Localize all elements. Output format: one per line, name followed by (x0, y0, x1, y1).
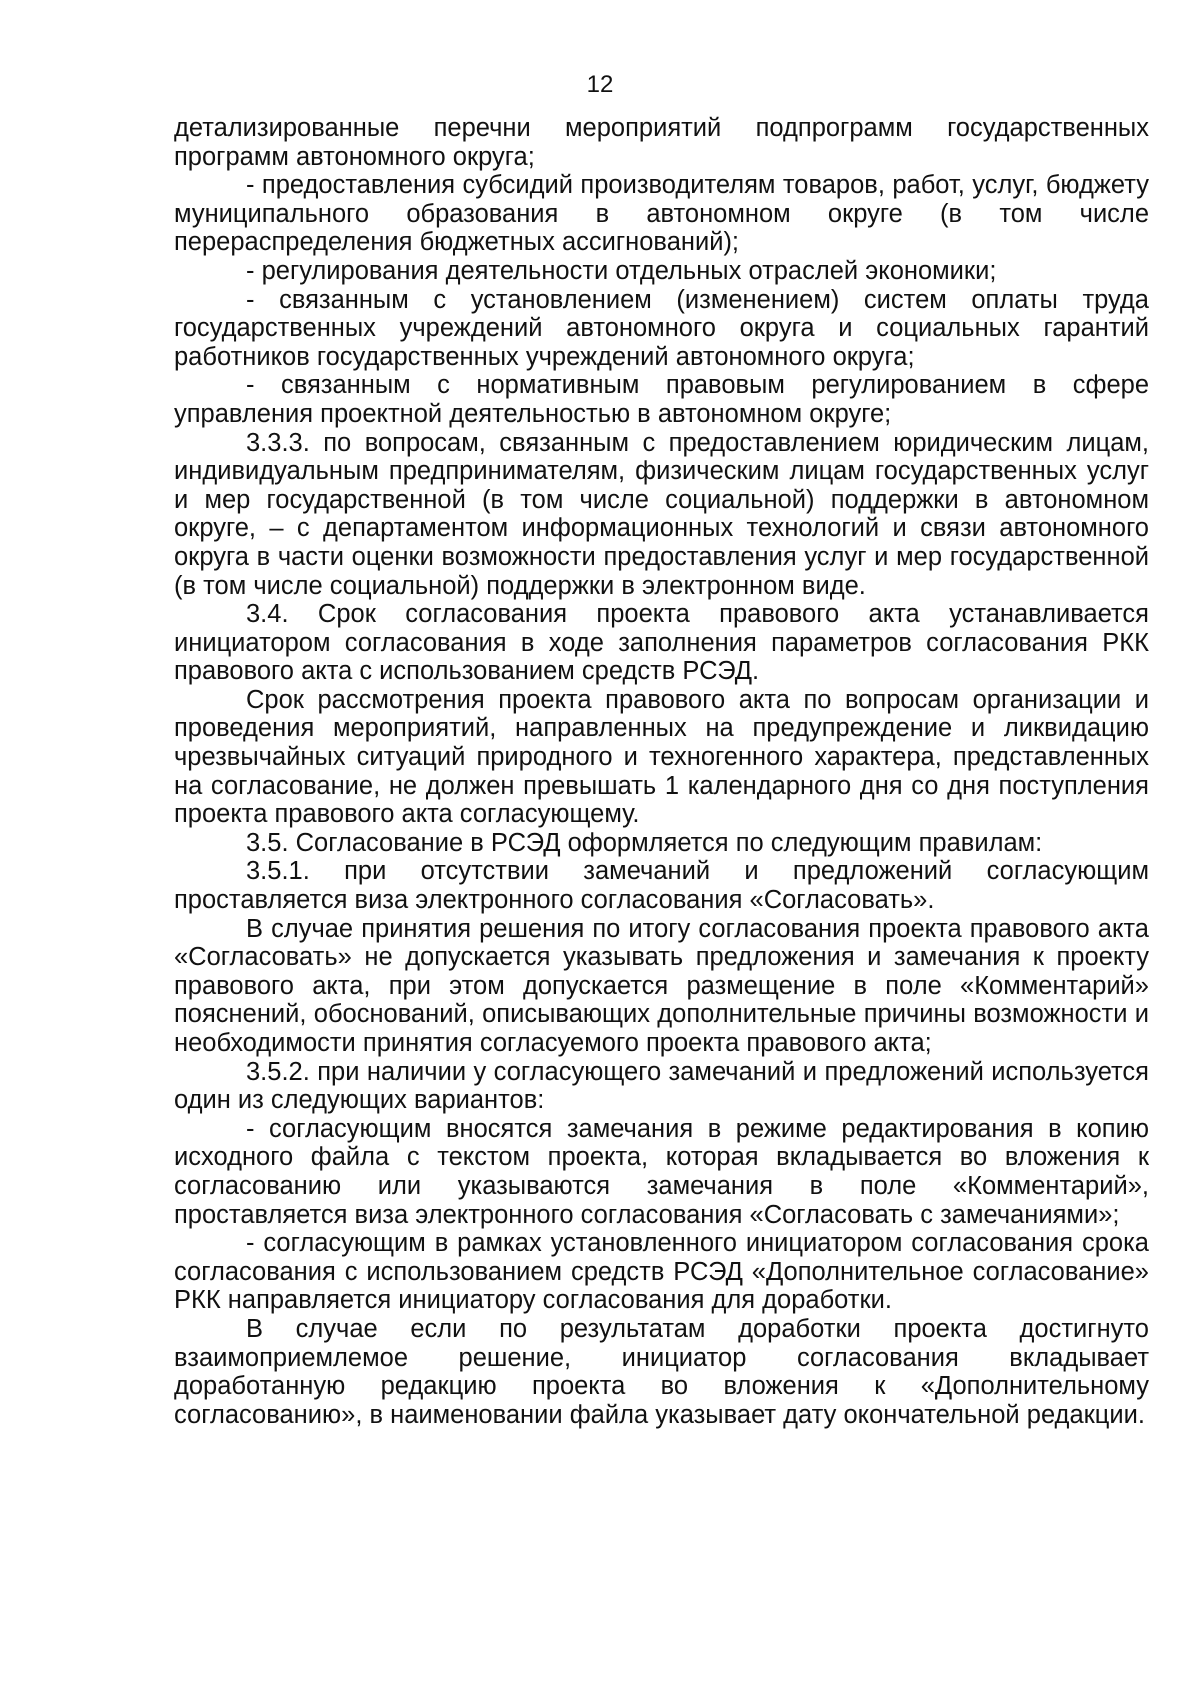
paragraph: - связанным с нормативным правовым регулированием в сфере управления проектной деятельностью в автономном округе; (174, 371, 1149, 428)
paragraph: - согласующим в рамках установленного инициатором согласования срока согласования с использованием средств РСЭД «Дополнительное согласование» РКК направляется инициатору согласования для доработки. (174, 1229, 1149, 1315)
paragraph: 3.5.2. при наличии у согласующего замечаний и предложений используется один из следующих вариантов: (174, 1057, 1149, 1115)
paragraph: - согласующим вносятся замечания в режиме редактирования в копию исходного файла с текстом проекта, которая вкладывается во вложения к согласованию или указываются замечания в поле «Комментарий», проставляется виза электронного согласования «Согласовать с замечаниями»; (174, 1114, 1149, 1229)
paragraph: - регулирования деятельности отдельных отраслей экономики; (246, 256, 997, 285)
paragraph: Срок рассмотрения проекта правового акта по вопросам организации и проведения мероприятий, направленных на предупреждение и ликвидацию чрезвычайных ситуаций природного и техногенного характера, представленных на согласование, не должен превышать 1 календарного дня со дня поступления проекта правового акта согласующему. (174, 685, 1149, 829)
paragraph: - предоставления субсидий производителям товаров, работ, услуг, бюджету муниципального образования в автономном округе (в том числе перераспределения бюджетных ассигнований); (174, 171, 1149, 257)
paragraph: 3.4. Срок согласования проекта правового акта устанавливается инициатором согласования в ходе заполнения параметров согласования РКК правового акта с использованием средств РСЭД. (174, 600, 1149, 686)
paragraph: В случае если по результатам доработки проекта достигнуто взаимоприемлемое решение, инициатор согласования вкладывает доработанную редакцию проекта во вложения к «Дополнительному согласованию», в наименовании файла указывает дату окончательной редакции. (174, 1314, 1149, 1429)
page-number: 12 (586, 71, 614, 98)
paragraph: - связанным с установлением (изменением) систем оплаты труда государственных учреждений автономного округа и социальных гарантий работников государственных учреждений автономного округа; (174, 285, 1149, 371)
paragraph: 3.5.1. при отсутствии замечаний и предложений согласующим проставляется виза электронного согласования «Согласовать». (174, 857, 1149, 915)
paragraph: 3.3.3. по вопросам, связанным с предоставлением юридическим лицам, индивидуальным предпринимателям, физическим лицам государственных услуг и мер государственной (в том числе социальной) поддержки в автономном округе, – с департаментом информационных технологий и связи автономного округа в части оценки возможности предоставления услуг и мер государственной (в том числе социальной) поддержки в электронном виде. (174, 428, 1149, 600)
paragraph: детализированные перечни мероприятий подпрограмм государственных программ автономного округа; (174, 114, 1149, 171)
paragraph: 3.5. Согласование в РСЭД оформляется по следующим правилам: (246, 828, 1043, 857)
document-body (174, 114, 1149, 1429)
paragraph: В случае принятия решения по итогу согласования проекта правового акта «Согласовать» не допускается указывать предложения и замечания к проекту правового акта, при этом допускается размещение в поле «Комментарий» пояснений, обоснований, описывающих дополнительные причины возможности и необходимости принятия согласуемого проекта правового акта; (174, 914, 1149, 1057)
